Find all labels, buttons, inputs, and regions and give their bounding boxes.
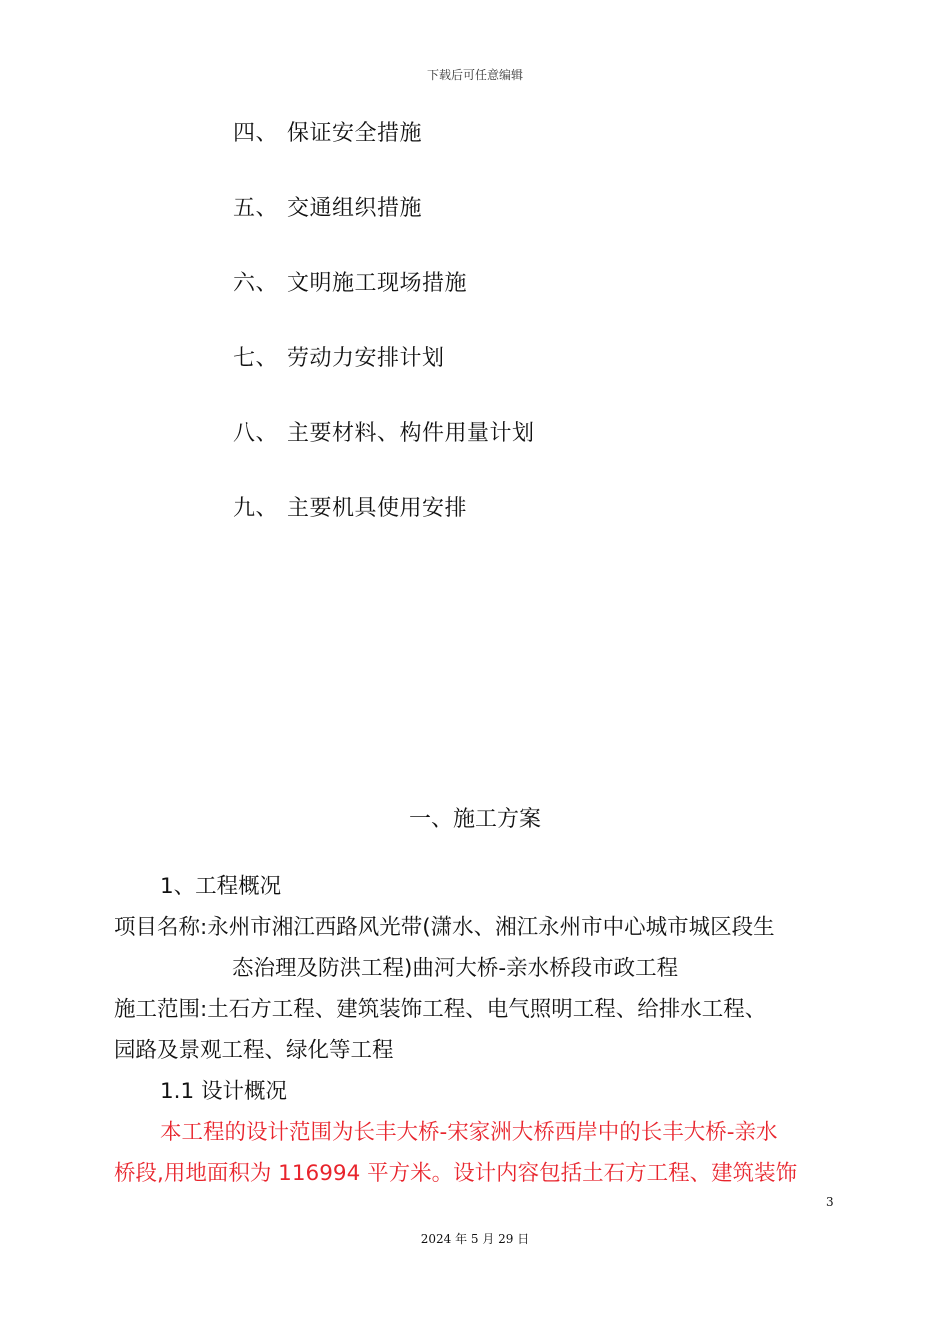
- toc-item: [233, 116, 422, 147]
- project-name-line: 项目名称:永州市湘江西路风光带(潇水、湘江永州市中心城市城区段生: [114, 915, 775, 940]
- project-name-line: 态治理及防洪工程)曲河大桥-亲水桥段市政工程: [232, 956, 679, 981]
- toc-item-number: 四、: [233, 121, 279, 146]
- toc-item-label: 保证安全措施: [287, 121, 423, 146]
- toc-item-label: 主要机具使用安排: [287, 496, 468, 521]
- design-text-line: 本工程的设计范围为长丰大桥-宋家洲大桥西岸中的长丰大桥-亲水: [160, 1120, 778, 1145]
- design-heading: 1.1 设计概况: [160, 1079, 288, 1104]
- toc-item-label: 主要材料、构件用量计划: [287, 421, 535, 446]
- section-title: 一、施工方案: [408, 807, 541, 832]
- toc-item-label: 劳动力安排计划: [287, 346, 445, 371]
- toc-item: [233, 191, 422, 222]
- toc-item-number: 六、: [233, 271, 279, 296]
- toc-item: [233, 266, 467, 297]
- overview-heading: 1、工程概况: [160, 874, 282, 899]
- toc-item-number: 八、: [233, 421, 279, 446]
- toc-item: [233, 491, 467, 522]
- toc-item-number: 五、: [233, 196, 279, 221]
- toc-item-label: 文明施工现场措施: [287, 271, 468, 296]
- scope-line: 园路及景观工程、绿化等工程: [114, 1038, 394, 1063]
- page-header: 下载后可任意编辑: [426, 68, 523, 82]
- toc-item-label: 交通组织措施: [287, 196, 423, 221]
- toc-item-number: 七、: [233, 346, 279, 371]
- design-text-line: 桥段,用地面积为 116994 平方米。设计内容包括土石方工程、建筑装饰: [114, 1161, 798, 1186]
- page-number: 3: [826, 1195, 834, 1209]
- page-footer-date: 2024 年 5 月 29 日: [420, 1232, 530, 1246]
- toc-item: [233, 416, 535, 447]
- toc-item: [233, 341, 445, 372]
- scope-line: 施工范围:土石方工程、建筑装饰工程、电气照明工程、给排水工程、: [114, 997, 767, 1022]
- toc-item-number: 九、: [233, 496, 279, 521]
